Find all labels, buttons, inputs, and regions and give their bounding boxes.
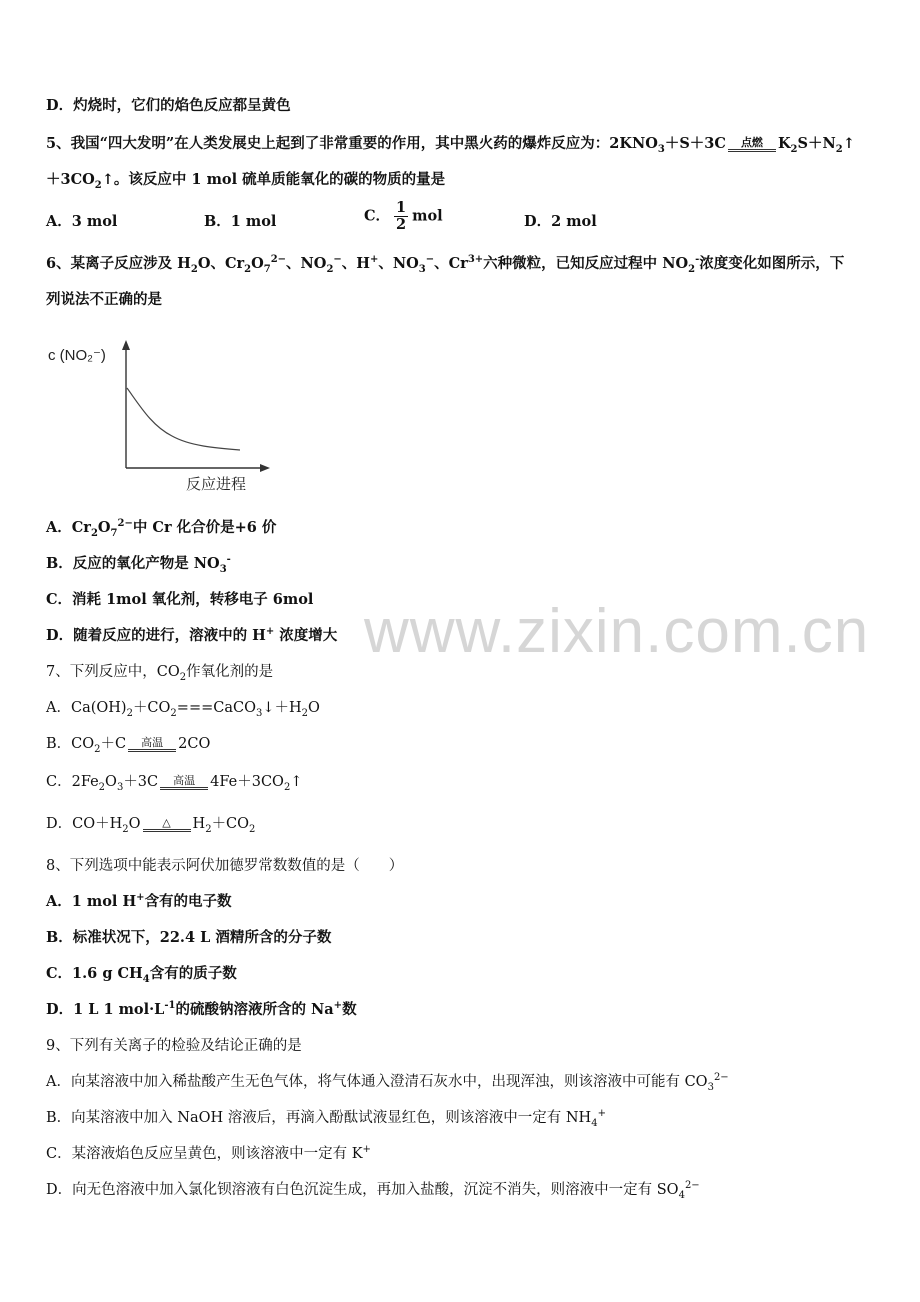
q9-option-d: D．向无色溶液中加入氯化钡溶液有白色沉淀生成，再加入盐酸，沉淀不消失，则溶液中一定有 $SO_4^{2-}$: [46, 1180, 700, 1201]
q7-option-c: C．$2Fe_2O_3+3C$ 高温 $4Fe+3CO_2↑$: [46, 774, 303, 793]
q9-stem: 9、下列有关离子的检验及结论正确的是: [46, 1038, 302, 1054]
graph-y-arrow: [122, 340, 130, 350]
q5-stem-line2: $+3CO_2↑$。该反应中 1 mol 硫单质能氧化的碳的物质的量是: [46, 171, 446, 191]
q7-option-a: A．$Ca(OH)_2+CO_2===CaCO_3↓+H_2O$: [46, 700, 320, 719]
q7-stem: 7、下列反应中，$CO_2$作氧化剂的是: [46, 664, 274, 683]
graph-y-label: c (NO₂⁻): [48, 347, 106, 364]
q6-concentration-graph: [40, 336, 280, 496]
q7-option-d: D．$CO+H_2O$ △ $H_2+CO_2$: [46, 816, 256, 835]
q8-option-c: C．1.6 g $CH_4$含有的质子数: [46, 965, 237, 985]
q8-option-d: D．1 L 1 $mol\cdot L^{-1}$的硫酸钠溶液所含的 Na+数: [46, 1000, 357, 1018]
q8-stem: 8、下列选项中能表示阿伏加德罗常数数值的是（ ）: [46, 858, 404, 874]
q9-option-c: C．某溶液焰色反应呈黄色，则该溶液中一定有 K+: [46, 1144, 371, 1162]
graph-curve: [127, 388, 240, 450]
watermark: www.zixin.com.cn: [364, 597, 870, 666]
q5-option-c-fraction: $\frac{1}{2}$: [396, 199, 407, 233]
q4-option-d: D．灼烧时，它们的焰色反应都呈黄色: [46, 97, 291, 114]
q6-stem-line1: 6、某离子反应涉及 $H_2O$、$Cr_2O_7^{2-}$、$NO_2^-$、H+、$NO_3^-$、$Cr^{3+}$六种微粒，已知反应过程中 $NO_2^-$浓度变化如图所示，下: [46, 254, 845, 275]
q5-option-c: C． $\frac{1}{2}$ mol: [364, 199, 443, 233]
q7-b-condition-high-temp: 高温: [128, 736, 176, 752]
q6-option-c: C．消耗 1mol 氧化剂，转移电子 6mol: [46, 591, 314, 608]
q7-d-condition-heat: △: [143, 816, 191, 832]
q5-stem-line1: 5、我国“四大发明”在人类发展史上起到了非常重要的作用，其中黑火药的爆炸反应为：$2KNO_3+S+3C$ 点燃 $K_2S+N_2↑$: [46, 135, 855, 155]
q7-option-b: B．$CO_2+C$ 高温 2CO: [46, 736, 211, 755]
q6-option-d: D．随着反应的进行，溶液中的 H+ 浓度增大: [46, 626, 338, 644]
q6-option-a: A．$Cr_2O_7^{2-}$中 Cr 化合价是+6 价: [46, 518, 277, 539]
q9-option-a: A．向某溶液中加入稀盐酸产生无色气体，将气体通入澄清石灰水中，出现浑浊，则该溶液中可能有 $CO_3^{2-}$: [46, 1072, 729, 1093]
q5-option-d: D．2 mol: [524, 213, 597, 230]
q5-condition-ignite: 点燃: [728, 136, 776, 152]
q8-option-a: A．1 mol H+含有的电子数: [46, 892, 232, 910]
q6-stem-line2: 列说法不正确的是: [46, 291, 162, 308]
graph-x-label: 反应进程: [186, 476, 247, 493]
q9-option-b: B．向某溶液中加入 NaOH 溶液后，再滴入酚酞试液显红色，则该溶液中一定有 $NH_4^+$: [46, 1108, 606, 1129]
q6-option-b: B．反应的氧化产物是 $NO_3^-$: [46, 554, 231, 575]
graph-x-arrow: [260, 464, 270, 472]
q5-option-b: B．1 mol: [204, 213, 277, 230]
q5-option-a: A．3 mol: [46, 213, 118, 230]
q8-option-b: B．标准状况下，22.4 L 酒精所含的分子数: [46, 929, 332, 946]
q7-c-condition-high-temp: 高温: [160, 774, 208, 790]
